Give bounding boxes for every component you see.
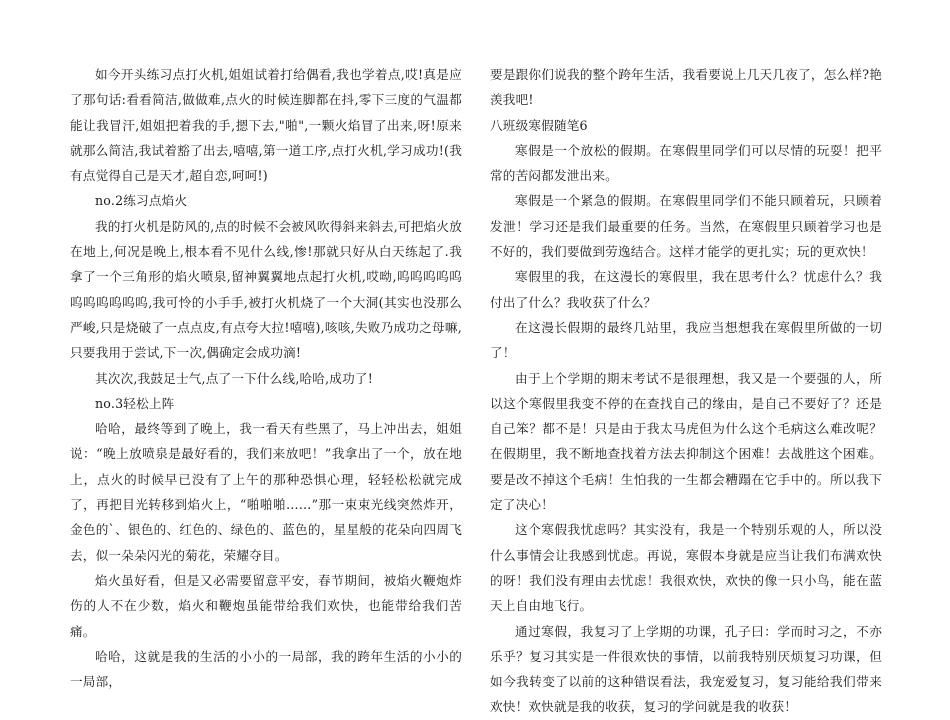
left-paragraph: 其次次,我鼓足士气,点了一下什么线,哈哈,成功了!	[95, 370, 373, 386]
left-paragraph: 我的打火机是防风的,点的时候不会被风吹得斜来斜去,可把焰火放在地上,何况是晚上,根本看不见什么线,惨!那就只好从白天练起了.我拿了一个三角形的焰火喷泉,留神翼翼地点起打火机,哎呦,呜呜呜呜呜呜呜呜呜呜呜,我可怜的小手手,被打火机烧了一个大洞(其实也没那么严峻,只是烧破了一点点皮,有点夸大拉!嘻嘻),咳咳,失败乃成功之母嘛,只要我用于尝试,下一次,偶确定会成功滴!	[70, 218, 462, 361]
right-paragraph: 寒假里的我，在这漫长的寒假里，我在思考什么？忧虑什么？我付出了什么？我收获了什么？	[490, 269, 882, 310]
left-paragraph: 哈哈，这就是我的生活的小小的一局部，我的跨年生活的小小的一局部，	[70, 648, 462, 690]
right-paragraph: 寒假是一个放松的假期。在寒假里同学们可以尽情的玩耍！把平常的苦闷都发泄出来。	[490, 142, 882, 184]
right-paragraph: 由于上个学期的期末考试不是很理想，我又是一个要强的人，所以这个寒假里我变不停的在查找自己的缘由，是自己不要好了？还是自己笨？都不是！只是由于我太马虎但为什么这个毛病这么难改呢？在假期里，我不断地查找着方法去抑制这个困难！去战胜这个困难。要是改不掉这个毛病！生怕我的一生都会糟蹋在它手中的。所以我下定了决心！	[490, 370, 882, 513]
left-paragraph: 哈哈，最终等到了晚上，我一看天有些黑了，马上冲出去，姐姐说：“晚上放喷泉是最好看的，我们来放吧！”我拿出了一个，放在地上，点火的时候早已没有了上午的那种恐惧心理，轻轻松松就完成了，再把目光转移到焰火上，“啪啪啪……”那一束束光线突然炸开，金色的`、银色的、红色的、绿色的、蓝色的，星星般的花朵向四周飞去，似一朵朵闪光的菊花，荣耀夺目。	[70, 421, 462, 563]
left-section-heading: no.3轻松上阵	[95, 395, 175, 411]
left-paragraph: 如今开头练习点打火机,姐姐试着打给偶看,我也学着点,哎!真是应了那句话:看看简洁,做做难,点火的时候连脚都在抖,零下三度的气温都能让我冒汗,姐姐把着我的手,摁下去,"啪",一颗火焰冒了出来,呀!原来就那么简洁,我试着豁了出去,嘻嘻,第一道工序,点打火机,学习成功!(我有点觉得自己是天才,超自恋,呵呵!)	[70, 67, 462, 184]
right-paragraph: 这个寒假我忧虑吗？其实没有，我是一个特别乐观的人，所以没什么事情会让我感到忧虑。再说，寒假本身就是应当让我们布满欢快的呀！我们没有理由去忧虑！我很欢快，欢快的像一只小鸟，能在蓝天上自由地飞行。	[490, 522, 882, 614]
right-paragraph: 八班级寒假随笔6	[490, 117, 588, 133]
left-section-heading: no.2练习点焰火	[95, 193, 188, 209]
right-column	[490, 62, 882, 720]
right-paragraph: 要是跟你们说我的整个跨年生活，我看要说上几天几夜了，怎么样?艳羡我吧!	[490, 67, 882, 108]
left-column	[70, 62, 462, 694]
left-paragraph: 焰火虽好看，但是又必需要留意平安，春节期间，被焰火鞭炮炸伤的人不在少数，焰火和鞭炮虽能带给我们欢快，也能带给我们苦痛。	[70, 572, 462, 639]
right-paragraph: 在这漫长假期的最终几站里，我应当想想我在寒假里所做的一切了！	[490, 319, 882, 361]
right-paragraph: 通过寒假，我复习了上学期的功课，孔子曰：学而时习之，不亦乐乎？复习其实是一件很欢快的事情，以前我特别厌烦复习功课，但如今我转变了以前的这种错误看法，我宠爱复习，复习能给我们带来欢快！欢快就是我的收获，复习的学问就是我的收获！	[490, 623, 882, 715]
right-paragraph: 寒假是一个紧急的假期。在寒假里同学们不能只顾着玩，只顾着发泄！学习还是我们最重要的任务。当然，在寒假里只顾着学习也是不好的，我们要做到劳逸结合。这样才能学的更扎实；玩的更欢快！	[490, 193, 882, 260]
